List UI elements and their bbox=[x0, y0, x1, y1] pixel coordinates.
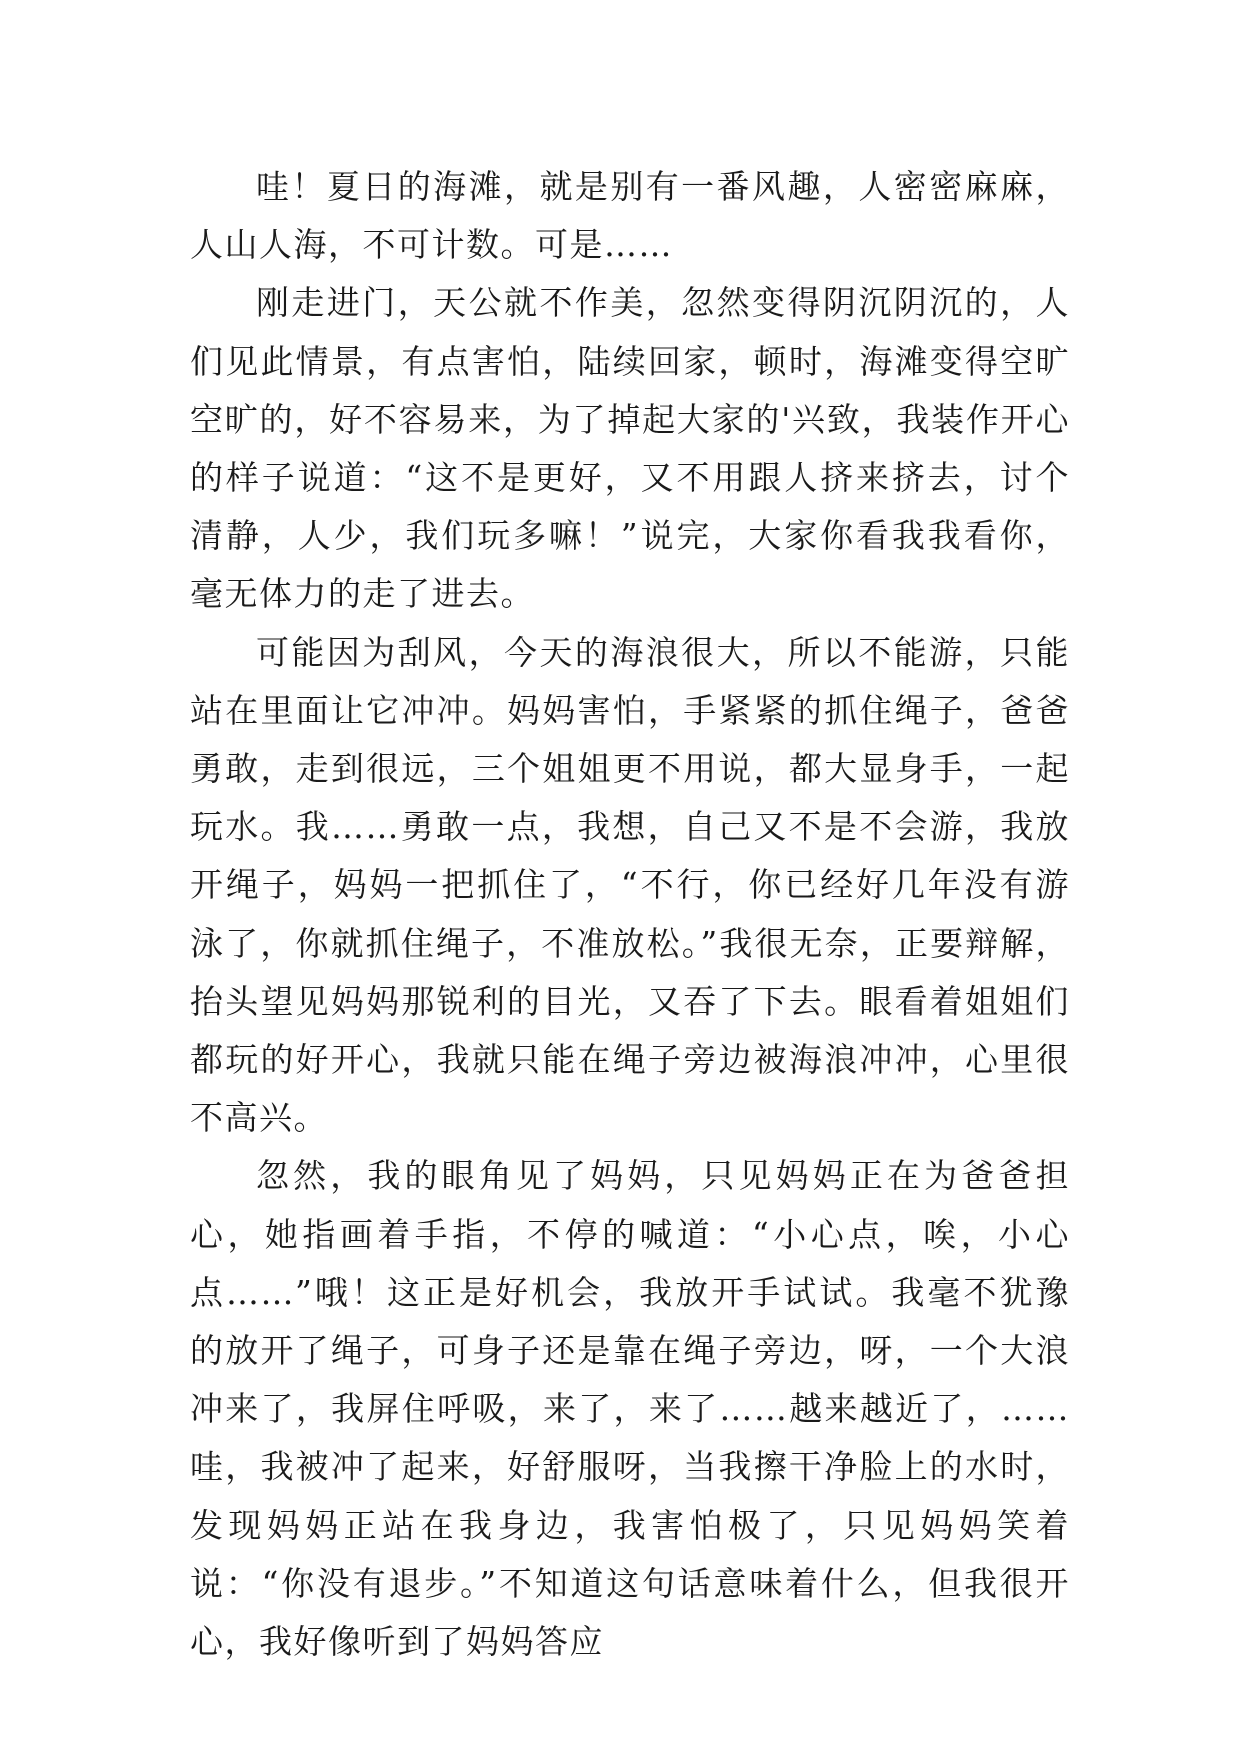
paragraph: 刚走进门，天公就不作美，忽然变得阴沉阴沉的，人们见此情景，有点害怕，陆续回家，顿时，海滩变得空旷空旷的，好不容易来，为了掉起大家的'兴致，我装作开心的样子说道：“这不是更好，又不用跟人挤来挤去，讨个清静，人少，我们玩多嘛！”说完，大家你看我我看你，毫无体力的走了进去。 bbox=[190, 283, 1070, 614]
paragraph: 哇！夏日的海滩，就是别有一番风趣，人密密麻麻，人山人海，不可计数。可是…… bbox=[190, 167, 1070, 265]
paragraph: 可能因为刮风，今天的海浪很大，所以不能游，只能站在里面让它冲冲。妈妈害怕，手紧紧的抓住绳子，爸爸勇敢，走到很远，三个姐姐更不用说，都大显身手，一起玩水。我……勇敢一点，我想，自己又不是不会游，我放开绳子，妈妈一把抓住了，“不行，你已经好几年没有游泳了，你就抓住绳子，不准放松。”我很无奈，正要辩解，抬头望见妈妈那锐利的目光，又吞了下去。眼看着姐姐们都玩的好开心，我就只能在绳子旁边被海浪冲冲，心里很不高兴。 bbox=[190, 632, 1070, 1138]
paragraph: 忽然，我的眼角见了妈妈，只见妈妈正在为爸爸担心，她指画着手指，不停的喊道：“小心点，唉，小心点……”哦！这正是好机会，我放开手试试。我毫不犹豫的放开了绳子，可身子还是靠在绳子旁边，呀，一个大浪冲来了，我屏住呼吸，来了，来了……越来越近了，……哇，我被冲了起来，好舒服呀，当我擦干净脸上的水时，发现妈妈正站在我身边，我害怕极了，只见妈妈笑着说：“你没有退步。”不知道这句话意味着什么，但我很开心，我好像听到了妈妈答应 bbox=[190, 1156, 1070, 1662]
essay-body bbox=[190, 158, 1070, 1671]
